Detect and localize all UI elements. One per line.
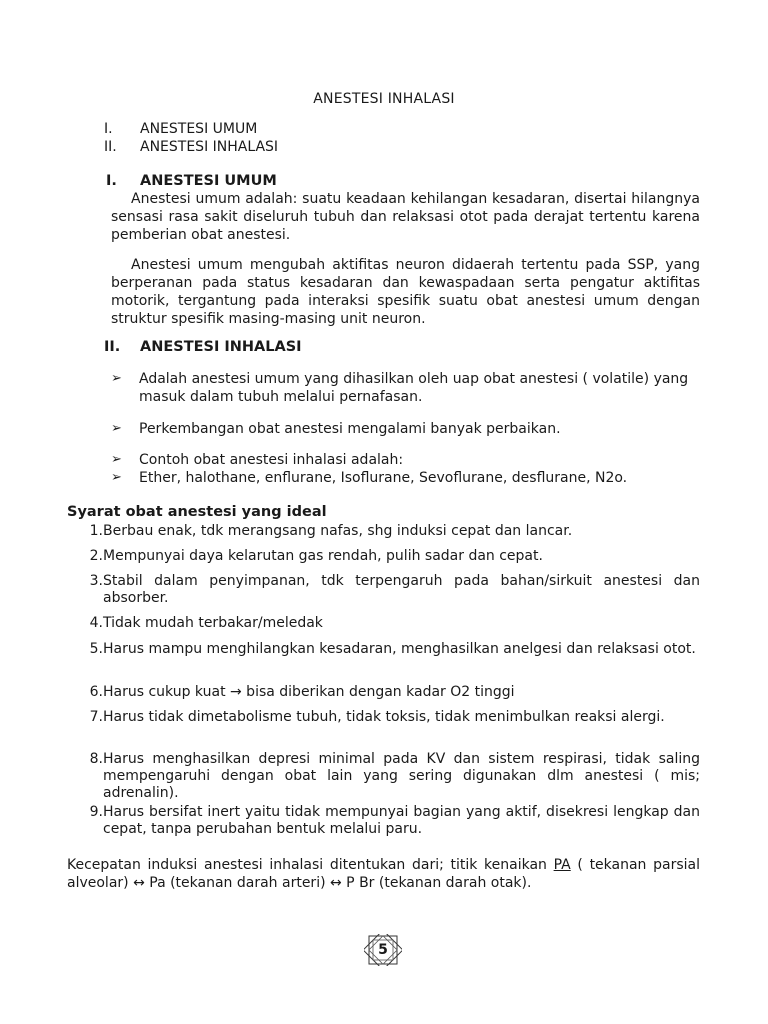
closing-paragraph xyxy=(67,856,700,892)
list-item xyxy=(67,751,700,802)
list-number: 7. xyxy=(89,709,103,725)
list-text: Stabil dalam penyimpanan, tdk terpengaruh pada bahan/sirkuit anestesi dan absorber. xyxy=(103,573,700,606)
toc-label: ANESTESI UMUM xyxy=(140,121,258,137)
bullet-text: Ether, halothane, enflurane, Isoflurane, Sevoflurane, desflurane, N2o. xyxy=(139,470,628,486)
list-text: Mempunyai daya kelarutan gas rendah, pulih sadar dan cepat. xyxy=(103,548,543,564)
arrow-bullet-icon: ➢ xyxy=(111,371,122,386)
toc-number: II. xyxy=(104,139,117,155)
page-number-badge xyxy=(364,934,402,966)
list-number: 4. xyxy=(89,615,103,631)
list-item xyxy=(67,548,700,565)
closing-text-start: Kecepatan induksi anestesi inhalasi ditentukan dari; titik kenaikan xyxy=(67,857,554,873)
bullet-text: Contoh obat anestesi inhalasi adalah: xyxy=(139,452,404,468)
list-item xyxy=(67,641,700,658)
bullet-item xyxy=(111,469,700,487)
toc-item xyxy=(104,138,278,156)
arrow-bullet-icon: ➢ xyxy=(111,470,122,485)
bullet-text: Adalah anestesi umum yang dihasilkan oleh uap obat anestesi ( volatile) yang masuk dalam tubuh melalui pernafasan. xyxy=(139,371,689,405)
list-item xyxy=(67,573,700,607)
section-heading-text: ANESTESI INHALASI xyxy=(140,339,302,355)
list-item xyxy=(67,709,700,726)
list-text: Harus mampu menghilangkan kesadaran, menghasilkan anelgesi dan relaksasi otot. xyxy=(103,641,696,657)
list-number: 5. xyxy=(89,641,103,657)
toc-item xyxy=(104,120,278,138)
list-item xyxy=(67,615,700,632)
section-heading-anestesi-umum xyxy=(106,173,277,189)
list-number: 6. xyxy=(89,684,103,700)
closing-text-end: ( tekanan parsial alveolar) ↔ Pa (tekanan darah arteri) ↔ P Br (tekanan darah otak). xyxy=(67,857,700,891)
section-number: I. xyxy=(106,173,117,189)
bullet-item xyxy=(111,451,700,469)
section-number: II. xyxy=(104,339,121,355)
bullet-item xyxy=(111,370,700,406)
list-text: Tidak mudah terbakar/meledak xyxy=(103,615,323,631)
list-number: 2. xyxy=(89,548,103,564)
section-heading-text: ANESTESI UMUM xyxy=(140,173,277,189)
bullet-text: Perkembangan obat anestesi mengalami banyak perbaikan. xyxy=(139,421,561,437)
paragraph: Anestesi umum mengubah aktifitas neuron didaerah tertentu pada SSP, yang berperanan pada status kesadaran dan kewaspadaan serta pengatur aktifitas motorik, tergantung pada interaksi spesifik suatu obat anestesi umum dengan struktur spesifik masing-masing unit neuron. xyxy=(111,257,700,327)
arrow-bullet-icon: ➢ xyxy=(111,452,122,467)
list-item xyxy=(67,684,700,701)
page-number: 5 xyxy=(378,942,388,958)
requirements-title: Syarat obat anestesi yang ideal xyxy=(67,504,327,520)
list-text: Berbau enak, tdk merangsang nafas, shg induksi cepat dan lancar. xyxy=(103,523,573,539)
list-item xyxy=(67,523,700,540)
table-of-contents xyxy=(104,120,278,156)
closing-underlined-term: PA xyxy=(553,857,571,873)
list-number: 9. xyxy=(89,804,103,820)
list-number: 8. xyxy=(89,751,103,767)
toc-label: ANESTESI INHALASI xyxy=(140,139,279,155)
section-heading-anestesi-inhalasi xyxy=(104,339,302,355)
list-text: Harus tidak dimetabolisme tubuh, tidak toksis, tidak menimbulkan reaksi alergi. xyxy=(103,709,665,725)
list-text: Harus cukup kuat → bisa diberikan dengan kadar O2 tinggi xyxy=(103,684,515,700)
list-number: 3. xyxy=(89,573,103,589)
list-number: 1. xyxy=(89,523,103,539)
list-text: Harus menghasilkan depresi minimal pada KV dan sistem respirasi, tidak saling mempengaruhi dengan obat lain yang sering digunakan dlm anestesi ( mis; adrenalin). xyxy=(103,751,700,801)
bullet-item xyxy=(111,420,700,438)
arrow-bullet-icon: ➢ xyxy=(111,421,122,436)
toc-number: I. xyxy=(104,121,113,137)
list-item xyxy=(67,804,700,838)
page-title: ANESTESI INHALASI xyxy=(313,91,455,107)
list-text: Harus bersifat inert yaitu tidak mempunyai bagian yang aktif, disekresi lengkap dan cepat, tanpa perubahan bentuk melalui paru. xyxy=(103,804,700,837)
paragraph: Anestesi umum adalah: suatu keadaan kehilangan kesadaran, disertai hilangnya sensasi rasa sakit diseluruh tubuh dan relaksasi otot pada derajat tertentu karena pemberian obat anestesi. xyxy=(111,191,700,243)
